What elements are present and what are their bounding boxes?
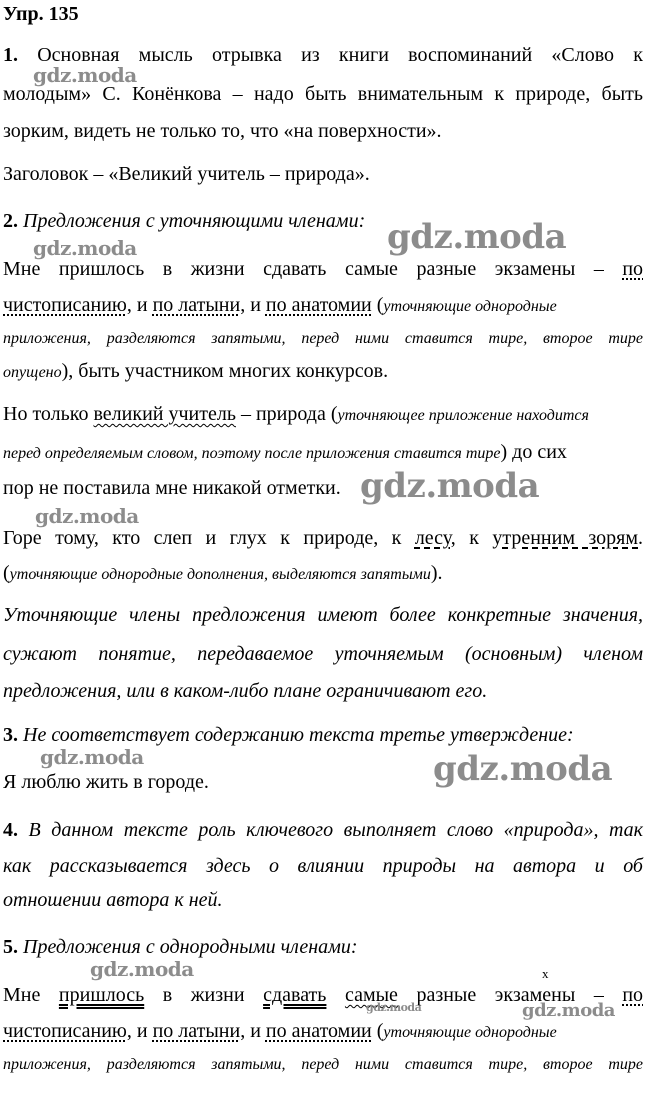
s4-line-1 xyxy=(3,819,643,842)
s3-heading-text: Не соответствует содержанию текста третье утверждение: xyxy=(23,724,574,746)
word: в xyxy=(162,984,173,1006)
word: – xyxy=(593,984,604,1006)
s2-heading-text: Предложения с уточняющими членами: xyxy=(23,210,366,232)
word: самые xyxy=(344,258,398,280)
word: природе, xyxy=(303,527,379,549)
watermark: gdz.moda xyxy=(35,504,139,528)
word: экзамены xyxy=(494,258,576,280)
watermark: gdz.moda xyxy=(90,957,194,981)
word: Мне xyxy=(3,258,41,280)
s5-heading-text: Предложения с однородными членами: xyxy=(23,936,358,958)
word: . xyxy=(638,527,644,549)
s2-p2-line-1 xyxy=(3,403,589,426)
word: , и xyxy=(126,1020,153,1042)
s1-title-line: Заголовок – «Великий учитель – природа». xyxy=(3,163,370,185)
word: по анатомии xyxy=(265,294,372,316)
word: , xyxy=(450,527,456,549)
word: Горе xyxy=(3,527,42,549)
word: чистописанию xyxy=(3,1020,127,1042)
word: лесу xyxy=(414,527,451,549)
word: слеп xyxy=(153,527,193,549)
word: ( xyxy=(3,562,10,584)
watermark: gdz.moda xyxy=(360,466,540,506)
word: ), быть участником многих конкурсов. xyxy=(61,360,389,382)
word: к xyxy=(280,527,290,549)
word: ). xyxy=(430,562,443,584)
comment: уточняющие однородные xyxy=(383,1024,557,1041)
word: Но только xyxy=(3,403,94,425)
note-line-3: предложения, или в каком-либо плане ограничивают его. xyxy=(3,680,488,702)
s2-p3-line-2 xyxy=(3,562,443,585)
word: по анатомии xyxy=(265,1020,372,1042)
word: по латыни xyxy=(152,294,241,316)
s2-p2-line-3: пор не поставила мне никакой отметки. xyxy=(3,477,341,499)
s2-p1-line-3: приложения, разделяются запятыми, перед ними ставится тире, второе тире xyxy=(3,330,643,347)
s4-text-3: отношении автора к ней. xyxy=(3,889,223,911)
word: по xyxy=(622,258,644,280)
word: – природа ( xyxy=(235,403,338,425)
word: ) до сих xyxy=(500,441,567,463)
word: к xyxy=(469,527,479,549)
s2-heading xyxy=(3,210,365,233)
word: к xyxy=(391,527,402,549)
s4-line-2: как рассказывается здесь о влиянии природы на автора и об xyxy=(3,855,643,877)
s2-p1-line-1 xyxy=(3,258,643,281)
s1-line-3: зорким, видеть не только то, что «на поверхности». xyxy=(3,120,442,142)
s3-heading xyxy=(3,724,574,747)
grammar-mark: x xyxy=(542,966,549,981)
word: кто xyxy=(112,527,141,549)
s1-text-1: Основная мысль отрывка из книги воспоминаний «Слово к xyxy=(37,44,643,66)
note-line-1: Уточняющие члены предложения имеют более конкретные значения, xyxy=(3,604,643,626)
word: экзамены xyxy=(494,984,576,1006)
watermark: gdz.moda xyxy=(33,63,137,87)
word: , и xyxy=(240,294,266,316)
word: разные xyxy=(416,984,477,1006)
word: ( xyxy=(371,1020,384,1042)
word: жизни xyxy=(190,258,245,280)
word: – xyxy=(593,258,604,280)
word: ( xyxy=(371,294,384,316)
s5-p1-line-2 xyxy=(3,1020,557,1043)
word: тому, xyxy=(55,527,99,549)
watermark: gdz.moda xyxy=(366,1001,422,1014)
word: пришлось xyxy=(58,984,145,1006)
watermark: gdz.moda xyxy=(433,749,613,789)
word: великий учитель xyxy=(93,403,236,425)
watermark: gdz.moda xyxy=(33,236,137,260)
note-line-2: сужают понятие, передаваемое уточняемым (основным) членом xyxy=(3,643,643,665)
watermark: gdz.moda xyxy=(40,745,144,769)
comment: уточняющее приложение находится xyxy=(337,407,589,424)
word: по латыни xyxy=(152,1020,241,1042)
section-number: 1. xyxy=(3,44,18,66)
s2-p2-line-2 xyxy=(3,441,567,464)
s1-line-2: молодым» С. Конёнкова – надо быть внимательным к природе, быть xyxy=(3,83,643,105)
word: и xyxy=(205,527,217,549)
s5-p1-line-3: приложения, разделяются запятыми, перед ними ставится тире, второе тире xyxy=(3,1056,643,1073)
word: в xyxy=(162,258,173,280)
s2-p1-line-4 xyxy=(3,360,388,383)
comment: перед определяемым словом, поэтому после приложения ставится тире xyxy=(3,445,501,462)
comment: уточняющие однородные xyxy=(383,298,557,315)
section-number: 5. xyxy=(3,936,18,958)
comment: опущено xyxy=(3,364,62,381)
word: Мне xyxy=(3,984,41,1006)
section-number: 2. xyxy=(3,210,18,232)
watermark: gdz.moda xyxy=(522,1000,615,1021)
watermark: gdz.moda xyxy=(387,217,567,257)
s2-p1-line-2 xyxy=(3,294,557,317)
word: жизни xyxy=(190,984,245,1006)
word: разные xyxy=(416,258,477,280)
word: утренним зорям xyxy=(492,527,639,549)
page-title: Упр. 135 xyxy=(3,3,79,25)
word: пришлось xyxy=(58,258,145,280)
comment: уточняющие однородные дополнения, выделяются запятыми xyxy=(9,566,431,583)
word: по xyxy=(622,984,644,1006)
word: чистописанию xyxy=(3,294,127,316)
word: самые xyxy=(344,984,398,1006)
s2-p3-line-1 xyxy=(3,527,643,550)
word: сдавать xyxy=(263,984,327,1006)
word: глух xyxy=(229,527,267,549)
section-number: 3. xyxy=(3,724,18,746)
s5-heading xyxy=(3,936,358,959)
section-number: 4. xyxy=(3,819,18,841)
s4-line-3 xyxy=(3,889,223,912)
s4-text-1: В данном тексте роль ключевого выполняет слово «природа», так xyxy=(28,819,644,841)
s3-answer: Я люблю жить в городе. xyxy=(3,771,209,793)
word: , и xyxy=(240,1020,266,1042)
word: , и xyxy=(126,294,153,316)
word: сдавать xyxy=(263,258,327,280)
